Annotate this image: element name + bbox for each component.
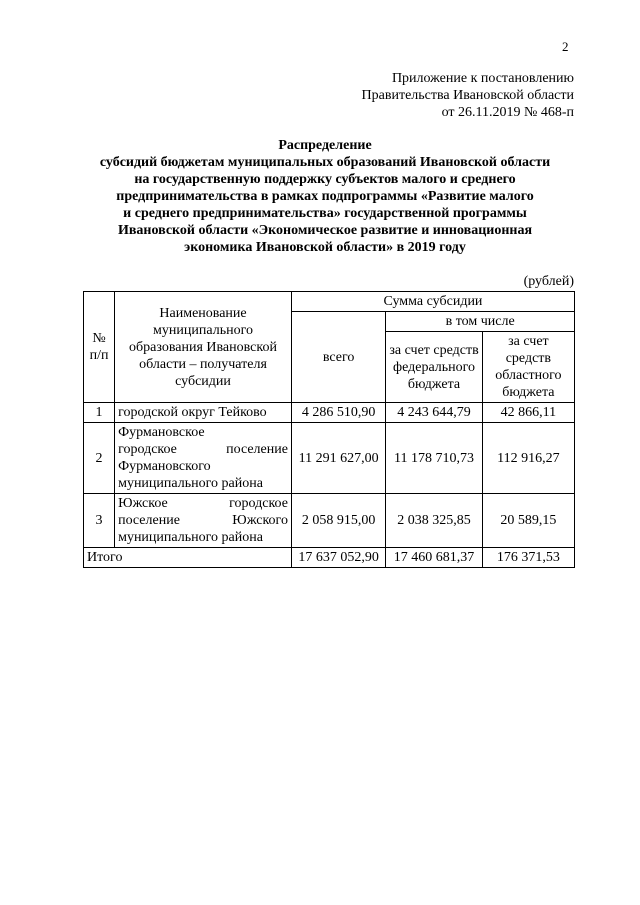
title-line-2: субсидий бюджетам муниципальных образований Ивановской области xyxy=(99,155,551,170)
header-num: № п/п xyxy=(84,292,115,403)
subsidies-table xyxy=(83,291,575,568)
row-name-word: городское xyxy=(118,442,177,457)
table-total-row xyxy=(84,548,575,568)
page-number: 2 xyxy=(562,39,569,54)
table-row xyxy=(84,494,575,548)
header-federal: за счет средств федерального бюджета xyxy=(386,332,482,403)
row-federal: 2 038 325,85 xyxy=(386,494,482,548)
row-name-line: Фурмановское xyxy=(118,425,205,440)
title-line-1: Распределение xyxy=(278,138,372,153)
row-name-word: Южского xyxy=(232,513,288,528)
row-name: городской округ Тейково xyxy=(115,403,292,423)
header-name: Наименование муниципального образования Ивановской области – получателя субсидии xyxy=(115,292,292,403)
title-line-7: экономика Ивановской области» в 2019 году xyxy=(184,240,466,255)
row-name xyxy=(115,494,292,548)
header-total: всего xyxy=(291,312,385,403)
row-name-word: поселение xyxy=(226,442,288,457)
document-title xyxy=(60,137,590,256)
row-name-line xyxy=(118,441,288,458)
row-name-line xyxy=(118,512,288,529)
header-regional: за счет средств областного бюджета xyxy=(482,332,574,403)
header-sum: Сумма субсидии xyxy=(291,292,574,312)
row-name-word: Южское xyxy=(118,496,168,511)
title-line-3: на государственную поддержку субъектов малого и среднего xyxy=(134,172,516,187)
row-federal: 11 178 710,73 xyxy=(386,423,482,494)
appendix-line-1: Приложение к постановлению xyxy=(391,71,574,86)
total-federal: 17 460 681,37 xyxy=(386,548,482,568)
header-incl: в том числе xyxy=(386,312,575,332)
row-regional: 20 589,15 xyxy=(482,494,574,548)
appendix-line-3: от 26.11.2019 № 468-п xyxy=(441,105,574,120)
appendix-line-2: Правительства Ивановской области xyxy=(361,88,574,103)
row-num: 2 xyxy=(84,423,115,494)
row-name-word: поселение xyxy=(118,513,180,528)
row-regional: 42 866,11 xyxy=(482,403,574,423)
table-row xyxy=(84,403,575,423)
row-num: 1 xyxy=(84,403,115,423)
row-federal: 4 243 644,79 xyxy=(386,403,482,423)
total-label: Итого xyxy=(84,548,292,568)
total-sum: 17 637 052,90 xyxy=(291,548,385,568)
row-num: 3 xyxy=(84,494,115,548)
row-total: 4 286 510,90 xyxy=(291,403,385,423)
row-name xyxy=(115,423,292,494)
row-total: 11 291 627,00 xyxy=(291,423,385,494)
title-line-4: предпринимательства в рамках подпрограммы «Развитие малого xyxy=(116,189,534,204)
row-name-word: городское xyxy=(229,496,288,511)
row-name-line: муниципального района xyxy=(118,530,263,545)
row-total: 2 058 915,00 xyxy=(291,494,385,548)
row-regional: 112 916,27 xyxy=(482,423,574,494)
units-label: (рублей) xyxy=(523,274,574,289)
title-line-6: Ивановской области «Экономическое развитие и инновационная xyxy=(117,223,533,238)
total-regional: 176 371,53 xyxy=(482,548,574,568)
appendix-header xyxy=(362,70,574,121)
row-name-line: муниципального района xyxy=(118,476,263,491)
row-name-line: Фурмановского xyxy=(118,459,211,474)
table-row xyxy=(84,423,575,494)
header-row-1 xyxy=(84,292,575,312)
row-name-line xyxy=(118,495,288,512)
title-line-5: и среднего предпринимательства» государственной программы xyxy=(123,206,527,221)
